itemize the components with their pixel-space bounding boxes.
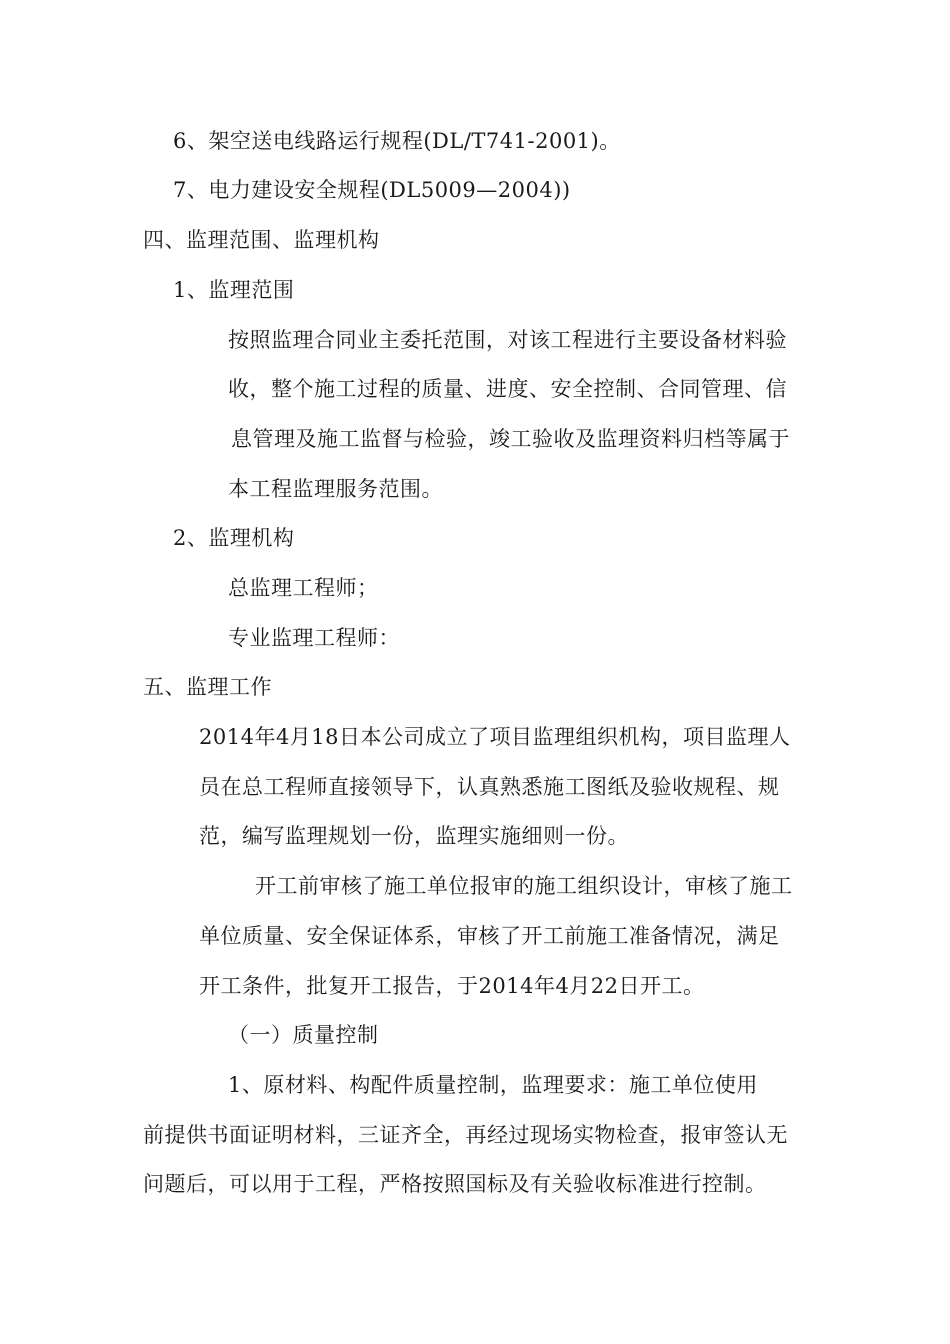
paragraph-line: 2014年4月18日本公司成立了项目监理组织机构，项目监理人 [199,725,791,749]
paragraph-line: 按照监理合同业主委托范围，对该工程进行主要设备材料验 [228,328,787,352]
subheading-quality-control: （一）质量控制 [228,1023,379,1047]
text-line-regulation-6: 6、架空送电线路运行规程(DL/T741-2001)。 [173,129,621,153]
text-line-chief-engineer: 总监理工程师； [228,576,379,600]
paragraph-line: 开工条件，批复开工报告，于2014年4月22日开工。 [199,974,705,998]
text-line-specialist-engineer: 专业监理工程师： [228,626,400,650]
text-line-regulation-7: 7、电力建设安全规程(DL5009—2004)) [173,178,571,202]
paragraph-line: 1、原材料、构配件质量控制，监理要求：施工单位使用 [228,1073,758,1097]
section-heading-5: 五、监理工作 [143,675,272,699]
paragraph-line: 员在总工程师直接领导下，认真熟悉施工图纸及验收规程、规 [199,775,780,799]
paragraph-line: 开工前审核了施工单位报审的施工组织设计，审核了施工 [255,874,793,898]
section-heading-4: 四、监理范围、监理机构 [143,228,380,252]
paragraph-line: 息管理及施工监督与检验，竣工验收及监理资料归档等属于 [231,427,790,451]
paragraph-line: 问题后，可以用于工程，严格按照国标及有关验收标准进行控制。 [143,1172,767,1196]
paragraph-line: 范，编写监理规划一份，监理实施细则一份。 [199,824,629,848]
paragraph-line: 本工程监理服务范围。 [228,477,443,501]
paragraph-line: 单位质量、安全保证体系，审核了开工前施工准备情况，满足 [199,924,780,948]
subheading-organization: 2、监理机构 [173,526,295,550]
subheading-scope: 1、监理范围 [173,278,295,302]
paragraph-line: 前提供书面证明材料，三证齐全，再经过现场实物检查，报审签认无 [143,1123,788,1147]
paragraph-line: 收，整个施工过程的质量、进度、安全控制、合同管理、信 [228,377,787,401]
